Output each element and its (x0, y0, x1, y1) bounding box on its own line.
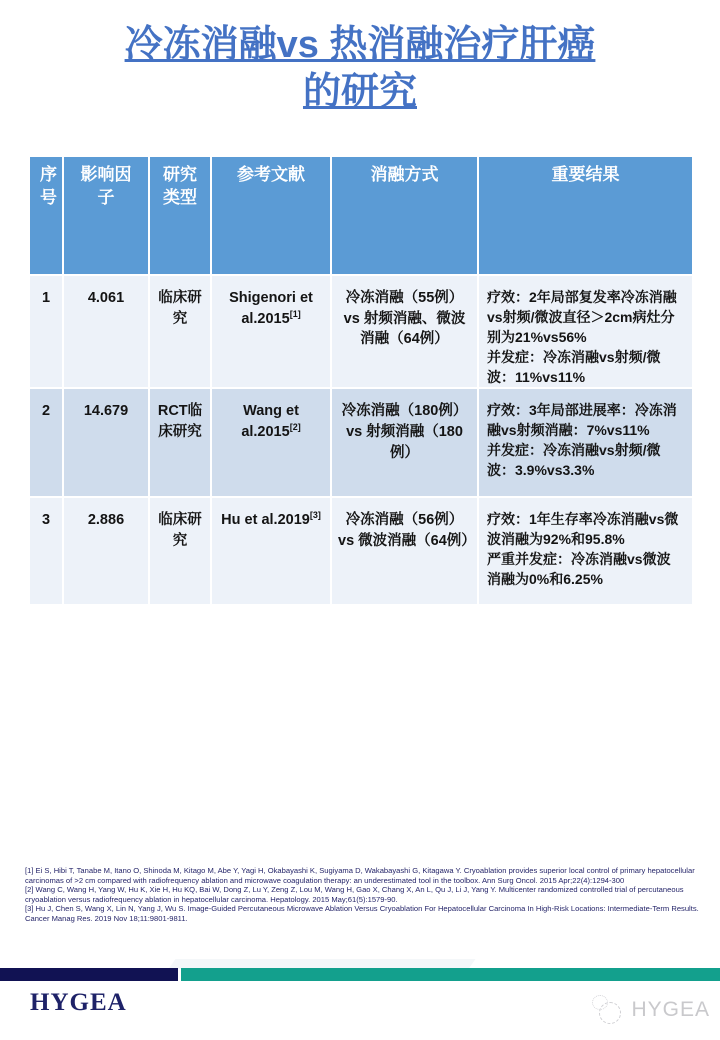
slide-title (0, 22, 720, 116)
study-comparison-table (28, 155, 694, 606)
reference-superscript: [2] (289, 422, 301, 433)
result-efficacy: 疗效：2年局部复发率冷冻消融vs射频/微波直径＞2cm病灶分别为21%vs56% (487, 289, 677, 345)
cell-key-results (478, 275, 693, 388)
footer-bar-navy (0, 968, 178, 981)
reference-superscript: [1] (289, 308, 301, 319)
reference-item: [1] Ei S, Hibi T, Tanabe M, Itano O, Shinoda M, Kitago M, Abe Y, Yagi H, Okabayashi K, Sugiyama D, Wakabayashi G, Kitagawa Y. Cryoablation provides superior local control of primary hepatocellular carcinomas of >2 cm compared with radiofrequency ablation and microwave coagulation therapy: an underestimated tool in the toolbox. Ann Surg Oncol. 2015 Apr;22(4):1294-300 (25, 866, 695, 885)
table-row (29, 497, 693, 605)
cell-study-type: RCT临床研究 (149, 388, 211, 497)
result-complication: 并发症：冷冻消融vs射频/微波：3.9%vs3.3% (487, 442, 661, 478)
col-header-ablation-method: 消融方式 (331, 156, 478, 275)
cell-reference (211, 275, 331, 388)
footer-bar-teal (181, 968, 720, 981)
cell-study-type: 临床研究 (149, 497, 211, 605)
reference-item: [2] Wang C, Wang H, Yang W, Hu K, Xie H, Hu KQ, Bai W, Dong Z, Lu Y, Zeng Z, Lou M, Wang H, Gao X, Chang X, An L, Qu J, Li J, Yang Y. Multicenter randomized controlled trial of percutaneous cryoablation versus radiofrequency ablation in hepatocellular carcinoma. Hepatology. 2015 May;61(5):1579-90. (25, 885, 684, 904)
cell-key-results (478, 497, 693, 605)
result-complication: 严重并发症：冷冻消融vs微波消融为0%和6.25% (487, 551, 671, 587)
slide-title-line-1: 冷冻消融vs 热消融治疗肝癌 (124, 24, 596, 66)
result-efficacy: 疗效：3年局部进展率：冷冻消融vs射频消融：7%vs11% (487, 402, 677, 439)
reference-text: Hu et al.2019 (221, 512, 310, 529)
reference-text: Shigenori et al.2015 (229, 290, 313, 327)
col-header-impact-factor: 影响因子 (63, 156, 149, 275)
cell-impact-factor: 14.679 (63, 388, 149, 497)
slide-title-line-2: 的研究 (302, 71, 417, 113)
cell-impact-factor: 4.061 (63, 275, 149, 388)
table-header-row (29, 156, 693, 275)
result-complication: 并发症：冷冻消融vs射频/微波：11%vs11% (487, 348, 661, 385)
reference-item: [3] Hu J, Chen S, Wang X, Lin N, Yang J, Wu S. Image-Guided Percutaneous Microwave Ablation Versus Cryoablation For Hepatocellular Carcinoma In High-Risk Locations: Intermediate-Term Results. Cancer Manag Res. 2019 Nov 18;11:9801-9811. (25, 904, 699, 923)
col-header-no: 序号 (29, 156, 63, 275)
cell-ablation-method: 冷冻消融（180例）vs 射频消融（180例） (331, 388, 478, 497)
hygea-logo: HYGEA (30, 989, 127, 1016)
cell-study-type: 临床研究 (149, 275, 211, 388)
cell-key-results (478, 388, 693, 497)
cell-no: 3 (29, 497, 63, 605)
reference-superscript: [3] (309, 510, 321, 521)
col-header-reference: 参考文献 (211, 156, 331, 275)
col-header-study-type: 研究类型 (149, 156, 211, 275)
hygea-watermark (590, 994, 710, 1026)
cell-ablation-method: 冷冻消融（56例）vs 微波消融（64例） (331, 497, 478, 605)
cell-ablation-method: 冷冻消融（55例）vs 射频消融、微波消融（64例） (331, 275, 478, 388)
cell-impact-factor: 2.886 (63, 497, 149, 605)
reference-text: Wang et al.2015 (241, 403, 299, 440)
cell-no: 2 (29, 388, 63, 497)
hygea-watermark-icon (590, 994, 624, 1026)
hygea-watermark-label: HYGEA (631, 998, 710, 1021)
result-efficacy: 疗效：1年生存率冷冻消融vs微波消融为92%和95.8% (487, 511, 679, 548)
footnote-references (25, 866, 715, 923)
cell-reference (211, 388, 331, 497)
cell-no: 1 (29, 275, 63, 388)
table-row (29, 275, 693, 388)
cell-reference (211, 497, 331, 605)
col-header-key-results: 重要结果 (478, 156, 693, 275)
table-row (29, 388, 693, 497)
